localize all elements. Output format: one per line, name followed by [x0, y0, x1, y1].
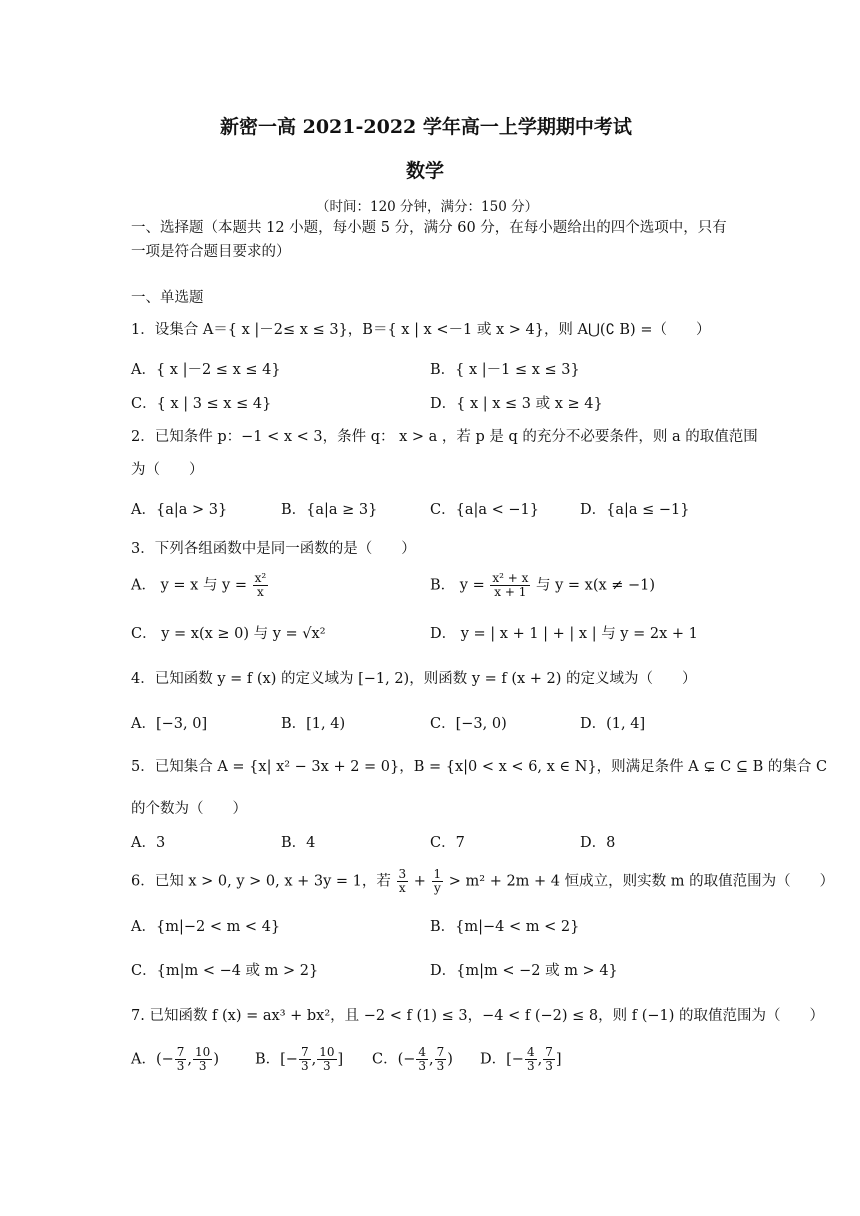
question-1-option-b: B．{ x |－1 ≤ x ≤ 3}: [430, 362, 580, 378]
option-label: B．[−: [255, 1051, 298, 1068]
question-7-option-d: [480, 1046, 562, 1073]
fraction: [175, 1046, 187, 1073]
fraction-numerator: 4: [418, 1045, 427, 1059]
fraction: [543, 1046, 555, 1073]
option-label: D．[−: [480, 1051, 524, 1068]
question-7-option-a: [131, 1046, 219, 1073]
fraction-numerator: 1: [433, 867, 442, 881]
fraction-numerator: 7: [545, 1045, 553, 1059]
fraction-numerator: 10: [319, 1045, 335, 1059]
fraction-denominator: x + 1: [494, 585, 527, 599]
plus-sign: +: [413, 873, 426, 890]
fraction-denominator: y: [433, 881, 441, 895]
fraction-denominator: 3: [198, 1059, 207, 1073]
option-a-label: A．: [131, 577, 156, 594]
subject-title: 数学: [406, 160, 445, 182]
fraction: [193, 1046, 212, 1073]
option-b-right: 与 y = x(x ≠ −1): [535, 577, 656, 594]
comma: ,: [311, 1051, 317, 1068]
fraction: [435, 1046, 447, 1073]
fraction: [317, 1046, 336, 1073]
fraction: [525, 1046, 537, 1073]
option-b-fraction: [490, 572, 530, 599]
option-a-left: y = x 与 y =: [160, 577, 247, 594]
fraction-denominator: 3: [545, 1059, 553, 1073]
interval-close: ): [213, 1051, 219, 1068]
fraction-numerator: 10: [195, 1045, 211, 1059]
comma: ,: [429, 1051, 434, 1068]
question-5-option-b: B．4: [281, 835, 316, 851]
question-3-stem: 3．下列各组函数中是同一函数的是（ ）: [131, 541, 416, 557]
exam-info: （时间：120 分钟，满分：150 分）: [316, 199, 539, 215]
comma: ,: [187, 1051, 193, 1068]
question-7-option-c: [372, 1046, 453, 1073]
question-1-stem: 1．设集合 A＝{ x |－2≤ x ≤ 3}，B＝{ x | x <－1 或 x > 4}，则 A⋃(∁ B) =（ ）: [131, 322, 711, 338]
option-b-label: B．: [430, 577, 456, 594]
fraction-1-over-y: [432, 868, 444, 895]
option-a-fraction: [253, 572, 269, 599]
interval-close: ]: [337, 1051, 344, 1068]
fraction-denominator: 3: [176, 1059, 185, 1073]
question-3-option-c: C． y = x(x ≥ 0) 与 y = √x²: [131, 626, 326, 642]
question-5-option-d: D．8: [580, 835, 616, 851]
section-instructions-line2: 一项是符合题目要求的）: [131, 244, 291, 260]
interval-close: ): [447, 1051, 453, 1068]
option-label: C．(−: [372, 1051, 416, 1068]
fraction-3-over-x: [397, 868, 409, 895]
fraction-numerator: 7: [300, 1045, 309, 1059]
interval-close: ]: [555, 1051, 562, 1068]
question-4-option-b: B．[1, 4): [281, 716, 346, 732]
section-instructions-line1: 一、选择题（本题共 12 小题，每小题 5 分，满分 60 分，在每小题给出的四个选项中，只有: [131, 220, 727, 236]
fraction-numerator: x² + x: [492, 571, 529, 585]
question-4-option-d: D．(1, 4]: [580, 716, 646, 732]
fraction-numerator: 4: [526, 1045, 535, 1059]
stem-prefix: 6．已知 x > 0, y > 0, x + 3y = 1，若: [131, 873, 391, 890]
question-2-option-c: C．{a|a < −1}: [430, 502, 539, 518]
stem-suffix: > m² + 2m + 4 恒成立，则实数 m 的取值范围为（ ）: [448, 873, 835, 890]
question-6-stem: [131, 868, 834, 895]
question-1-option-d: D．{ x | x ≤ 3 或 x ≥ 4}: [430, 396, 603, 412]
fraction-numerator: 7: [176, 1045, 185, 1059]
question-5-option-c: C．7: [430, 835, 465, 851]
option-b-left: y =: [459, 577, 485, 594]
question-2-stem-line1: 2．已知条件 p：−1 < x < 3，条件 q： x > a ，若 p 是 q 的充分不必要条件，则 a 的取值范围: [131, 429, 758, 445]
fraction-denominator: 3: [323, 1059, 331, 1073]
question-4-stem: 4．已知函数 y = f (x) 的定义域为 [−1, 2)，则函数 y = f (x + 2) 的定义域为（ ）: [131, 671, 697, 687]
question-7-option-b: [255, 1046, 343, 1073]
question-1-option-a: A．{ x |－2 ≤ x ≤ 4}: [131, 362, 281, 378]
question-7-stem: 7. 已知函数 f (x) = ax³ + bx²，且 −2 < f (1) ≤ 3，−4 < f (−2) ≤ 8，则 f (−1) 的取值范围为（ ）: [131, 1008, 825, 1024]
fraction-numerator: 7: [436, 1045, 445, 1059]
question-2-option-d: D．{a|a ≤ −1}: [580, 502, 690, 518]
fraction-denominator: 3: [418, 1059, 427, 1073]
question-4-option-c: C．[−3, 0): [430, 716, 507, 732]
question-5-stem-line1: 5．已知集合 A = {x| x² − 3x + 2 = 0}，B = {x|0 < x < 6, x ∈ N}，则满足条件 A ⊊ C ⊆ B 的集合 C: [131, 759, 828, 775]
question-3-option-b: [430, 572, 655, 599]
fraction: [299, 1046, 311, 1073]
comma: ,: [537, 1051, 543, 1068]
question-4-option-a: A．[−3, 0]: [131, 716, 208, 732]
page-title: 新密一高 2021-2022 学年高一上学期期中考试: [220, 116, 632, 138]
question-5-option-a: A．3: [131, 835, 166, 851]
option-label: A．(−: [131, 1051, 174, 1068]
fraction-numerator: x²: [254, 571, 267, 585]
question-2-stem-line2: 为（ ）: [131, 462, 204, 478]
question-6-option-a: A．{m|−2 < m < 4}: [131, 919, 281, 935]
fraction-denominator: 3: [436, 1059, 445, 1073]
question-6-option-b: B．{m|−4 < m < 2}: [430, 919, 580, 935]
subsection-title: 一、单选题: [131, 290, 204, 306]
question-6-option-d: D．{m|m < −2 或 m > 4}: [430, 963, 618, 979]
fraction-denominator: 3: [526, 1059, 535, 1073]
fraction-denominator: x: [257, 585, 264, 599]
fraction-denominator: x: [398, 881, 406, 895]
question-5-stem-line2: 的个数为（ ）: [131, 801, 247, 817]
question-6-option-c: C．{m|m < −4 或 m > 2}: [131, 963, 319, 979]
question-1-option-c: C．{ x | 3 ≤ x ≤ 4}: [131, 396, 272, 412]
question-3-option-a: [131, 572, 269, 599]
question-3-option-d: D． y = | x + 1 | + | x | 与 y = 2x + 1: [430, 626, 698, 642]
fraction-denominator: 3: [300, 1059, 309, 1073]
fraction: [416, 1046, 428, 1073]
question-2-option-a: A．{a|a > 3}: [131, 502, 228, 518]
fraction-numerator: 3: [398, 867, 407, 881]
question-2-option-b: B．{a|a ≥ 3}: [281, 502, 378, 518]
